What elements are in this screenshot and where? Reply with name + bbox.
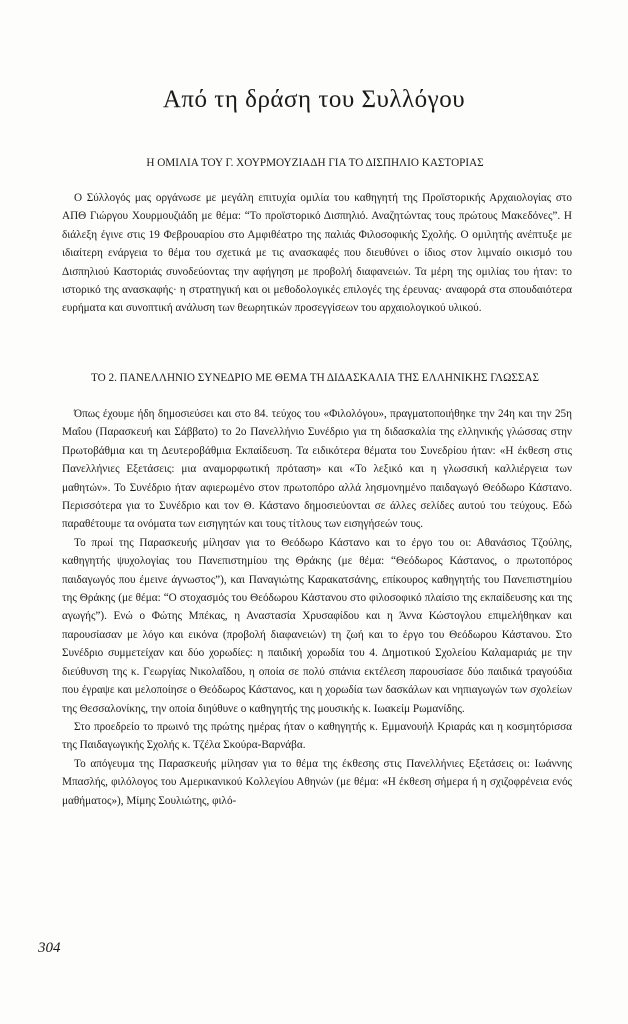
section-2-body [62, 405, 572, 810]
paragraph: Στο προεδρείο το πρωινό της πρώτης ημέρας ήταν ο καθηγητής κ. Εμμανουήλ Κριαράς και η κοσμητόρισσα της Παιδαγωγικής Σχολής κ. Τζέλα Σκούρα-Βαρνάβα. [62, 720, 572, 752]
page-title: Από τη δράση του Συλλόγου [162, 86, 466, 113]
paragraph: Ο Σύλλογός μας οργάνωσε με μεγάλη επιτυχία ομιλία του καθηγητή της Προϊστορικής Αρχαιολογίας στο ΑΠΘ Γιώργου Χουρμουζιάδη με θέμα: “Το προϊστορικό Δισπηλιό. Αναζητώντας τους πρώτους Μακεδόνες”. Η διάλεξη έγινε στις 19 Φεβρουαρίου στο Αμφιθέατρο της παλιάς Φιλοσοφικής Σχολής. Ο ομιλητής ανέπτυξε με ιδιαίτερη ενάργεια το θέμα του σχετικά με τις ανασκαφές που διευθύνει ο ίδιος στον λιμναίο οικισμό του Δισπηλιού Καστοριάς συνοδεύοντας την αφήγηση με προβολή διαφανειών. Τα μέρη της ομιλίας του ήταν: το ιστορικό της ανασκαφής· η στρατηγική και οι μεθοδολογικές επιλογές της έρευνας· αναφορά στα σπουδαιότερα ευρήματα και συνοπτική ανάλυση των θεωρητικών προσεγγίσεων του αρχαιολογικού υλικού. [62, 192, 572, 315]
section-1-body [62, 189, 572, 318]
section-heading-1: Η ΟΜΙΛΙΑ ΤΟΥ Γ. ΧΟΥΡΜΟΥΖΙΑΔΗ ΓΙΑ ΤΟ ΔΙΣΠΗΛΙΟ ΚΑΣΤΟΡΙΑΣ [146, 157, 484, 169]
paragraph: Το απόγευμα της Παρασκευής μίλησαν για το θέμα της έκθεσης στις Πανελλήνιες Εξετάσεις οι: Ιωάννης Μπασλής, φιλόλογος του Αμερικανικού Κολλεγίου Αθηνών (με θέμα: «Η έκθεση σήμερα ή η σχιζοφρένεια ενός μαθήματος»), Μίμης Σουλιώτης, φιλό- [62, 757, 572, 807]
page-number: 304 [38, 940, 61, 956]
paragraph: Το πρωί της Παρασκευής μίλησαν για το Θεόδωρο Κάστανο και το έργο του οι: Αθανάσιος Τζούλης, καθηγητής ψυχολογίας του Πανεπιστημίου της Θράκης (με θέμα: “Θεόδωρος Κάστανος, ο πρωτοπόρος παιδαγωγός που έμεινε άγνωστος”), και Παναγιώτης Καρακατσάνης, επίκουρος καθηγητής του Πανεπιστημίου της Θράκης (με θέμα: “Ο στοχασμός του Θεόδωρου Κάστανου στο φιλοσοφικό πλαίσιο της εκπαίδευσης και της αγωγής”). Ενώ ο Φώτης Μπέκας, η Αναστασία Χρυσαφίδου και η Άννα Κώστογλου επιμελήθηκαν και παρουσίασαν με λόγο και εικόνα (προβολή διαφανειών) τη ζωή και το έργο του Θεόδωρου Κάστανου. Στο Συνέδριο συμμετείχαν και δύο χορωδίες: η παιδική χορωδία του 4. Δημοτικού Σχολείου Καλαμαριάς με την διεύθυνση της κ. Γεωργίας Νικολαΐδου, η οποία σε πολύ σπάνια εκτέλεση παρουσίασε δύο παιδικά τραγούδια που έγραψε και μελοποίησε ο Θεόδωρος Κάστανος, και η χορωδία των δασκάλων και νηπιαγωγών των σχολείων της Θεσσαλονίκης, την οποία διηύθυνε ο καθηγητής της μουσικής κ. Ιωακείμ Ρωμανίδης. [62, 536, 572, 715]
paragraph: Όπως έχουμε ήδη δημοσιεύσει και στο 84. τεύχος του «Φιλολόγου», πραγματοποιήθηκε την 24η και την 25η Μαΐου (Παρασκευή και Σάββατο) το 2ο Πανελλήνιο Συνέδριο για τη διδασκαλία της ελληνικής γλώσσας στην Πρωτοβάθμια και τη Δευτεροβάθμια Εκπαίδευση. Τα ειδικότερα θέματα του Συνεδρίου ήταν: «Η έκθεση στις Πανελλήνιες Εξετάσεις: μια αναμορφωτική πρόταση» και «Το λεξικό και η γλωσσική καλλιέργεια των μαθητών». Το Συνέδριο ήταν αφιερωμένο στον πρωτοπόρο αλλά λησμονημένο παιδαγωγό Θεόδωρο Κάστανο. Περισσότερα για το Συνέδριο και τον Θ. Κάστανο δημοσιεύονται σε άλλες σελίδες αυτού του τεύχους. Εδώ παραθέτουμε τα ονόματα των εισηγητών και τους τίτλους των εισηγήσεών τους. [62, 408, 572, 531]
section-heading-2: ΤΟ 2. ΠΑΝΕΛΛΗΝΙΟ ΣΥΝΕΔΡΙΟ ΜΕ ΘΕΜΑ ΤΗ ΔΙΔΑΣΚΑΛΙΑ ΤΗΣ ΕΛΛΗΝΙΚΗΣ ΓΛΩΣΣΑΣ [90, 372, 540, 384]
